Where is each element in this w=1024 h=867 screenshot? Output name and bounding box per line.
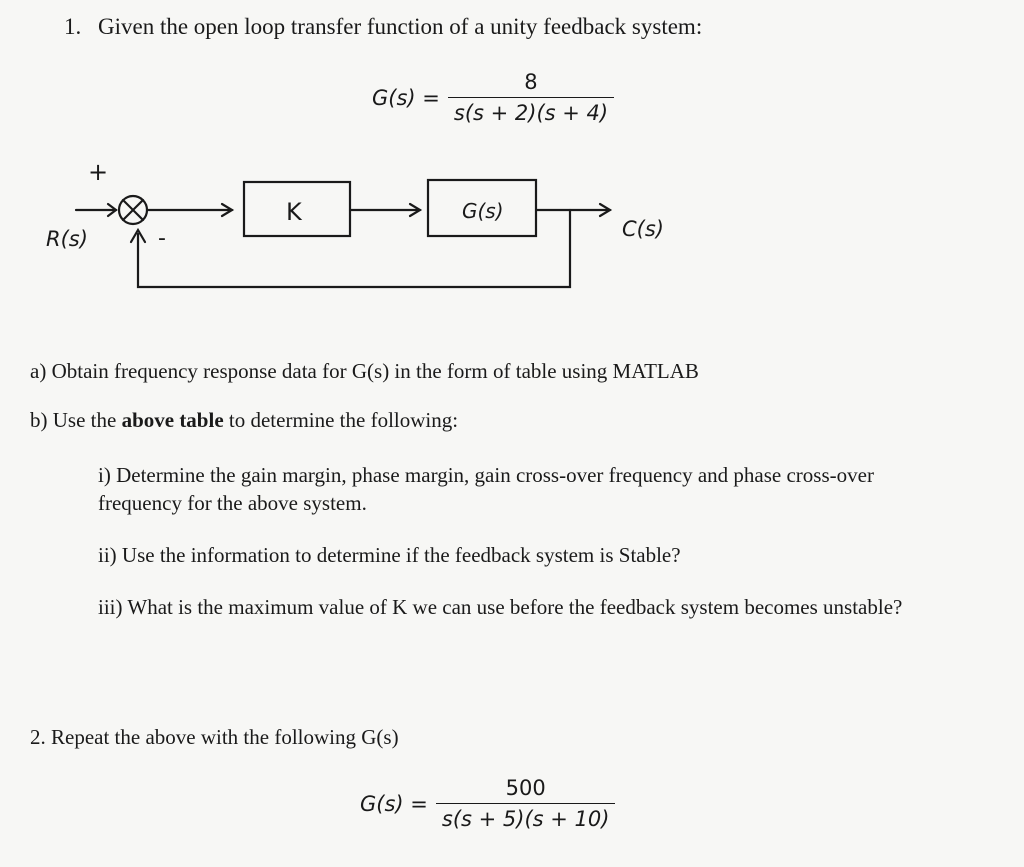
question-number: 1.: [64, 14, 82, 39]
part-b-suffix: to determine the following:: [223, 408, 459, 432]
plus-sign: +: [88, 158, 109, 186]
question-2-text: 2. Repeat the above with the following G(s): [30, 725, 399, 749]
denominator: s(s + 5)(s + 10): [436, 803, 616, 831]
plant-block-label: G(s): [462, 199, 504, 223]
sub-item-ii: ii) Use the information to determine if the feedback system is Stable?: [98, 543, 681, 567]
sub-item-i: i) Determine the gain margin, phase margin, gain cross-over frequency and phase cross-over frequency for the above system.: [98, 463, 874, 515]
sub-item-iii: iii) What is the maximum value of K we can use before the feedback system becomes unstable?: [98, 595, 903, 619]
minus-sign: -: [158, 226, 166, 251]
formula-lhs: G(s) =: [372, 85, 440, 110]
denominator: s(s + 2)(s + 4): [448, 97, 614, 125]
part-b-prefix: b) Use the: [30, 408, 122, 432]
transfer-function-1: [372, 70, 614, 125]
output-label: C(s): [622, 217, 664, 241]
fraction: [436, 776, 616, 831]
gain-block-label: K: [286, 198, 302, 226]
numerator: 8: [524, 70, 538, 94]
part-b-bold: above table: [121, 408, 224, 432]
numerator: 500: [505, 776, 546, 800]
formula-lhs: G(s) =: [360, 791, 428, 816]
input-label: R(s): [46, 227, 88, 251]
part-a: a) Obtain frequency response data for G(s) in the form of table using MATLAB: [30, 359, 699, 383]
question-1-title: [64, 14, 702, 40]
transfer-function-2: [360, 776, 615, 831]
feedback-path: [138, 210, 570, 287]
block-diagram: [30, 150, 710, 300]
question-text: Given the open loop transfer function of a unity feedback system:: [98, 14, 703, 39]
fraction: [448, 70, 614, 125]
part-b: [30, 408, 458, 433]
